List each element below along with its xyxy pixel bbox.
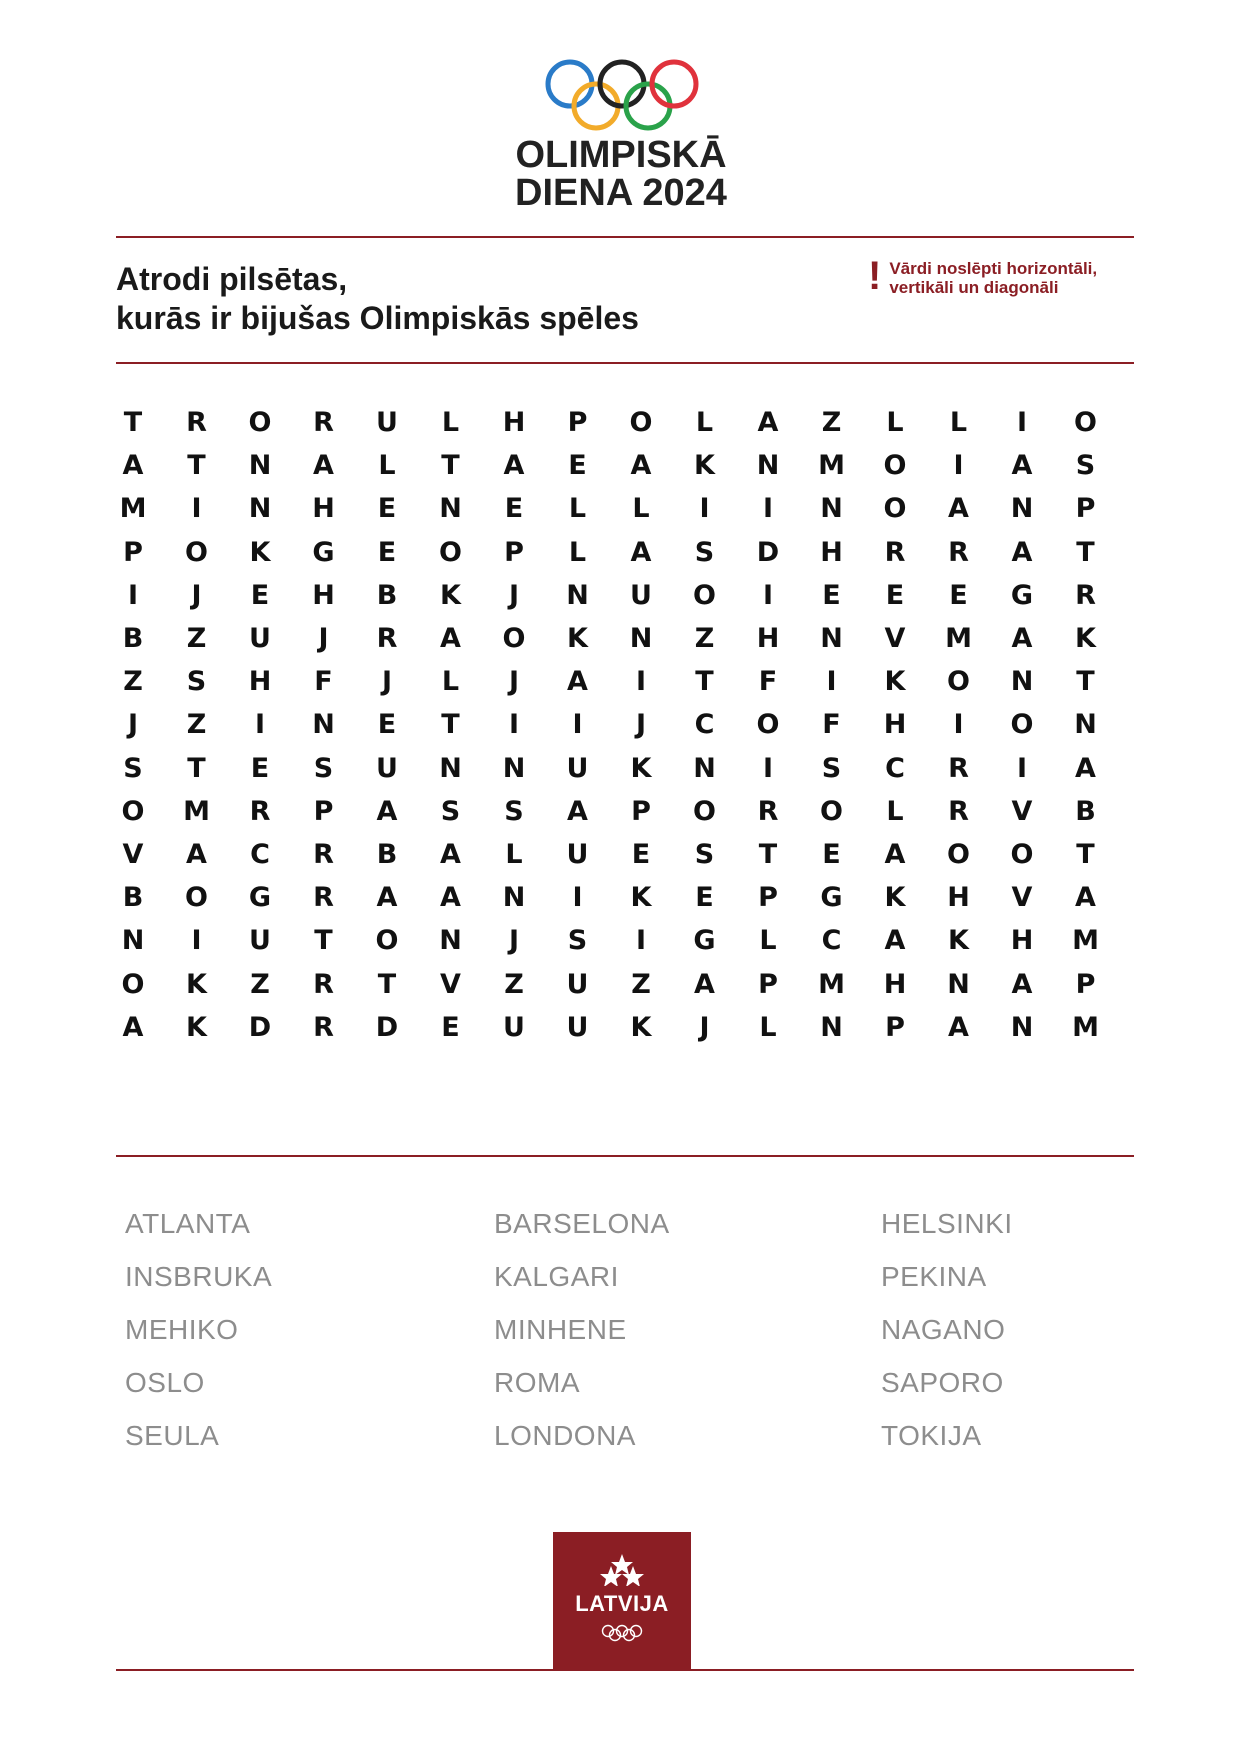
grid-letter: T (314, 925, 333, 957)
grid-letter: A (440, 882, 461, 914)
grid-letter: O (820, 795, 843, 827)
grid-letter: C (250, 839, 270, 870)
grid-letter: N (566, 579, 589, 611)
grid-letter: K (884, 666, 906, 698)
grid-letter: D (248, 1011, 272, 1043)
grid-letter: R (1075, 579, 1096, 611)
grid-letter: R (249, 795, 271, 827)
word-list-item: HELSINKI (881, 1208, 1013, 1239)
grid-letter: A (1011, 968, 1033, 1000)
grid-letter: N (820, 1011, 843, 1043)
grid-letter: Z (250, 968, 270, 1000)
grid-letter: O (439, 536, 462, 568)
grid-letter: E (377, 536, 397, 568)
grid-letter: G (1010, 579, 1034, 611)
grid-letter: M (818, 450, 845, 482)
grid-letter: B (1075, 795, 1096, 827)
grid-letter: G (693, 925, 716, 957)
grid-letter: I (762, 752, 774, 784)
grid-letter: A (1011, 623, 1033, 654)
grid-letter: A (376, 882, 398, 914)
grid-letter: P (1075, 968, 1096, 1000)
grid-letter: A (630, 536, 652, 568)
grid-letter: I (699, 493, 710, 525)
grid-letter: O (629, 407, 653, 438)
grid-letter: O (502, 623, 526, 654)
grid-letter: J (381, 666, 393, 698)
badge-name: LATVIJA (575, 1591, 669, 1616)
grid-letter: R (948, 795, 969, 827)
grid-letter: K (1075, 623, 1096, 654)
grid-letter: A (630, 450, 652, 482)
grid-letter: V (440, 968, 461, 1000)
grid-letter: S (821, 752, 842, 784)
grid-letter: P (885, 1011, 905, 1043)
grid-letter: N (820, 493, 843, 525)
grid-letter: K (630, 1011, 652, 1043)
grid-letter: O (248, 407, 272, 438)
word-list-item: MEHIKO (125, 1314, 239, 1345)
grid-letter: T (1076, 666, 1095, 698)
grid-letter: N (629, 623, 653, 654)
grid-letter: O (1010, 839, 1034, 870)
logo-title-line1: OLIMPISKĀ (515, 134, 727, 176)
word-list-item: NAGANO (881, 1314, 1006, 1345)
grid-letter: V (1011, 795, 1033, 827)
word-list-item: ROMA (494, 1367, 580, 1398)
grid-letter: T (1076, 536, 1095, 568)
word-list-item: SEULA (125, 1420, 220, 1451)
grid-letter: A (757, 407, 779, 438)
grid-letter: N (121, 925, 145, 957)
grid-letter: R (313, 882, 334, 914)
grid-letter: N (820, 623, 843, 654)
grid-letter: I (191, 493, 202, 525)
grid-letter: V (122, 839, 144, 870)
word-list-item: BARSELONA (494, 1208, 670, 1239)
grid-letter: O (693, 579, 716, 611)
grid-letter: I (762, 493, 774, 525)
grid-letter: I (508, 709, 520, 741)
grid-letter: S (313, 752, 334, 784)
grid-letter: Z (821, 407, 842, 438)
grid-letter: M (1072, 925, 1099, 957)
grid-letter: S (567, 925, 588, 957)
grid-letter: O (121, 795, 145, 827)
grid-letter: A (694, 968, 715, 1000)
grid-letter: L (759, 1011, 777, 1043)
hint-note (868, 254, 1098, 298)
heading-line1: Atrodi pilsētas, (116, 261, 348, 297)
grid-letter: J (508, 579, 520, 611)
grid-letter: L (441, 666, 460, 698)
grid-letter: R (313, 407, 334, 438)
grid-letter: H (312, 493, 335, 525)
grid-letter: T (695, 666, 714, 698)
grid-letter: H (756, 623, 780, 654)
grid-letter: E (695, 882, 714, 914)
grid-letter: G (248, 882, 272, 914)
grid-letter: O (883, 493, 907, 525)
grid-letter: A (1075, 882, 1096, 914)
grid-letter: G (312, 536, 335, 568)
grid-letter: C (885, 752, 905, 784)
grid-letter: K (186, 1011, 207, 1043)
grid-letter: U (566, 968, 589, 1000)
grid-letter: T (441, 709, 460, 741)
grid-letter: U (630, 579, 652, 611)
grid-letter: H (312, 579, 335, 611)
grid-letter: S (123, 752, 143, 784)
grid-letter: J (318, 623, 329, 654)
grid-letter: H (947, 882, 970, 914)
grid-letter: R (884, 536, 906, 568)
grid-letter: H (820, 536, 843, 568)
grid-letter: A (567, 666, 588, 698)
grid-letter: K (630, 752, 652, 784)
grid-letter: S (504, 795, 524, 827)
grid-letter: N (693, 752, 716, 784)
grid-letter: E (822, 579, 841, 611)
grid-letter: H (248, 666, 272, 698)
grid-letter: S (1075, 450, 1096, 482)
grid-letter: N (248, 450, 272, 482)
grid-letter: E (377, 709, 397, 741)
grid-letter: A (1011, 536, 1033, 568)
grid-letter: J (508, 925, 520, 957)
grid-letter: N (1010, 493, 1034, 525)
grid-letter: I (953, 450, 964, 482)
grid-letter: I (1016, 407, 1028, 438)
grid-letter: U (249, 925, 271, 957)
grid-letter: B (122, 882, 144, 914)
grid-letter: U (503, 1011, 525, 1043)
latvia-olympic-badge (553, 1532, 691, 1670)
note-line1: Vārdi noslēpti horizontāli, (889, 259, 1098, 278)
grid-letter: A (884, 925, 906, 957)
grid-letter: Z (694, 623, 715, 654)
grid-letter: K (884, 882, 906, 914)
grid-letter: N (1010, 666, 1034, 698)
divider-words (116, 1155, 1134, 1157)
grid-letter: K (186, 968, 207, 1000)
grid-letter: O (185, 536, 208, 568)
grid-letter: S (694, 536, 715, 568)
grid-letter: N (1010, 1011, 1034, 1043)
grid-letter: U (376, 752, 398, 784)
grid-letter: H (883, 968, 907, 1000)
grid-letter: N (248, 493, 272, 525)
grid-letter: K (567, 623, 588, 654)
grid-letter: L (441, 407, 460, 438)
grid-letter: H (502, 407, 526, 438)
grid-letter: K (440, 579, 461, 611)
grid-letter: U (566, 1011, 589, 1043)
grid-letter: L (568, 493, 587, 525)
grid-letter: T (187, 450, 206, 482)
grid-letter: A (948, 1011, 969, 1043)
grid-letter: N (947, 968, 970, 1000)
word-list-item: ATLANTA (125, 1208, 251, 1239)
grid-letter: R (313, 839, 334, 870)
grid-letter: K (630, 882, 652, 914)
grid-letter: T (123, 407, 143, 438)
grid-letter: D (375, 1011, 399, 1043)
divider-top (116, 236, 1134, 238)
grid-letter: A (440, 839, 461, 870)
word-list-item: PEKINA (881, 1261, 987, 1292)
grid-letter: E (441, 1011, 460, 1043)
grid-letter: J (127, 709, 139, 741)
grid-letter: I (826, 666, 837, 698)
grid-letter: K (948, 925, 969, 957)
grid-letter: S (186, 666, 207, 698)
grid-letter: Z (123, 666, 143, 698)
grid-letter: F (758, 666, 778, 698)
grid-letter: I (635, 666, 647, 698)
three-stars-icon (553, 1554, 691, 1586)
grid-letter: E (822, 839, 841, 870)
grid-letter: I (1016, 752, 1028, 784)
grid-letter: G (820, 882, 843, 914)
grid-letter: R (313, 968, 334, 1000)
grid-letter: U (566, 839, 589, 870)
grid-letter: C (694, 709, 715, 741)
grid-letter: L (632, 493, 650, 525)
grid-letter: I (254, 709, 266, 741)
grid-letter: L (695, 407, 714, 438)
grid-letter: A (1011, 450, 1033, 482)
grid-letter: O (947, 839, 970, 870)
grid-letter: C (821, 925, 842, 957)
grid-letter: R (186, 407, 207, 438)
logo-title-line2: DIENA 2024 (515, 172, 727, 214)
grid-letter: F (314, 666, 333, 698)
grid-letter: R (313, 1011, 334, 1043)
grid-letter: I (572, 882, 583, 914)
grid-letter: A (186, 839, 207, 870)
grid-letter: L (949, 407, 968, 438)
grid-letter: O (375, 925, 399, 957)
grid-letter: N (756, 450, 780, 482)
grid-letter: O (693, 795, 716, 827)
grid-letter: O (1074, 407, 1097, 438)
word-list-item: OSLO (125, 1367, 205, 1398)
grid-letter: Z (186, 709, 207, 741)
grid-letter: A (884, 839, 906, 870)
grid-letter: U (566, 752, 589, 784)
note-line2: vertikāli un diagonāli (889, 278, 1059, 297)
divider-mid (116, 362, 1134, 364)
grid-letter: E (504, 493, 524, 525)
grid-letter: P (1075, 493, 1096, 525)
grid-letter: J (191, 579, 202, 611)
grid-letter: I (635, 925, 647, 957)
grid-letter: R (948, 752, 969, 784)
word-list-item: SAPORO (881, 1367, 1004, 1398)
grid-letter: L (759, 925, 777, 957)
grid-letter: Z (631, 968, 651, 1000)
grid-letter: M (1072, 1011, 1099, 1043)
grid-letter: O (121, 968, 145, 1000)
grid-letter: A (313, 450, 334, 482)
grid-letter: K (694, 450, 715, 482)
grid-letter: J (699, 1011, 710, 1043)
grid-letter: P (758, 882, 778, 914)
grid-letter: L (886, 407, 904, 438)
grid-letter: U (249, 623, 271, 654)
grid-letter: L (568, 536, 587, 568)
grid-letter: K (249, 536, 271, 568)
grid-letter: S (440, 795, 461, 827)
grid-letter: E (568, 450, 587, 482)
grid-letter: B (376, 579, 398, 611)
grid-letter: E (377, 493, 397, 525)
grid-letter: O (947, 666, 970, 698)
grid-letter: M (119, 493, 147, 525)
grid-letter: H (1010, 925, 1034, 957)
grid-letter: T (441, 450, 460, 482)
grid-letter: L (886, 795, 904, 827)
grid-letter: N (439, 925, 462, 957)
grid-letter: A (122, 450, 144, 482)
grid-letter: E (949, 579, 968, 611)
grid-letter: O (1010, 709, 1034, 741)
grid-letter: P (631, 795, 651, 827)
word-list-item: MINHENE (494, 1314, 627, 1345)
grid-letter: A (376, 795, 398, 827)
exclamation-icon: ! (868, 254, 882, 298)
divider-bottom (116, 1669, 1134, 1671)
word-list-item: KALGARI (494, 1261, 619, 1292)
word-list-item: TOKIJA (881, 1420, 982, 1451)
olympic-rings-logo (544, 58, 700, 134)
grid-letter: N (439, 493, 462, 525)
grid-letter: R (757, 795, 779, 827)
word-list-item: INSBRUKA (125, 1261, 273, 1292)
grid-letter: S (694, 839, 715, 870)
badge-rings-icon (601, 1624, 643, 1642)
grid-letter: F (822, 709, 841, 741)
grid-letter: A (503, 450, 525, 482)
grid-letter: R (948, 536, 969, 568)
grid-letter: U (376, 407, 398, 438)
heading-line2: kurās ir bijušas Olimpiskās spēles (116, 300, 639, 336)
grid-letter: I (191, 925, 202, 957)
grid-letter: O (185, 882, 208, 914)
grid-letter: B (376, 839, 398, 870)
grid-letter: J (635, 709, 647, 741)
grid-letter: P (567, 407, 588, 438)
grid-letter: T (377, 968, 397, 1000)
grid-letter: M (183, 795, 210, 827)
word-list-item: LONDONA (494, 1420, 636, 1451)
grid-letter: O (756, 709, 780, 741)
grid-letter: I (762, 579, 774, 611)
grid-letter: L (505, 839, 523, 870)
grid-letter: A (948, 493, 969, 525)
grid-letter: D (756, 536, 780, 568)
grid-letter: A (440, 623, 461, 654)
grid-letter: E (631, 839, 651, 870)
grid-letter: I (127, 579, 139, 611)
grid-letter: M (945, 623, 972, 654)
grid-letter: E (885, 579, 905, 611)
grid-letter: T (1076, 839, 1095, 870)
grid-letter: O (883, 450, 907, 482)
grid-letter: B (122, 623, 144, 654)
grid-letter: E (250, 579, 270, 611)
grid-letter: M (818, 968, 845, 1000)
grid-letter: T (758, 839, 778, 870)
grid-letter: I (572, 709, 583, 741)
grid-letter: I (953, 709, 964, 741)
grid-letter: J (508, 666, 520, 698)
grid-letter: A (1075, 752, 1096, 784)
grid-letter: P (504, 536, 524, 568)
grid-letter: E (250, 752, 270, 784)
page-heading (116, 260, 639, 338)
grid-letter: N (439, 752, 462, 784)
grid-letter: T (187, 752, 206, 784)
grid-letter: P (123, 536, 143, 568)
grid-letter: P (758, 968, 778, 1000)
grid-letter: H (883, 709, 907, 741)
grid-letter: P (313, 795, 334, 827)
grid-letter: A (122, 1011, 144, 1043)
grid-letter: Z (186, 623, 207, 654)
grid-letter: A (567, 795, 588, 827)
grid-letter: R (376, 623, 398, 654)
grid-letter: N (1074, 709, 1097, 741)
grid-letter: Z (504, 968, 524, 1000)
grid-letter: N (312, 709, 335, 741)
grid-letter: N (502, 752, 526, 784)
grid-letter: L (378, 450, 396, 482)
grid-letter: V (884, 623, 906, 654)
grid-letter: N (502, 882, 526, 914)
grid-letter: V (1011, 882, 1033, 914)
